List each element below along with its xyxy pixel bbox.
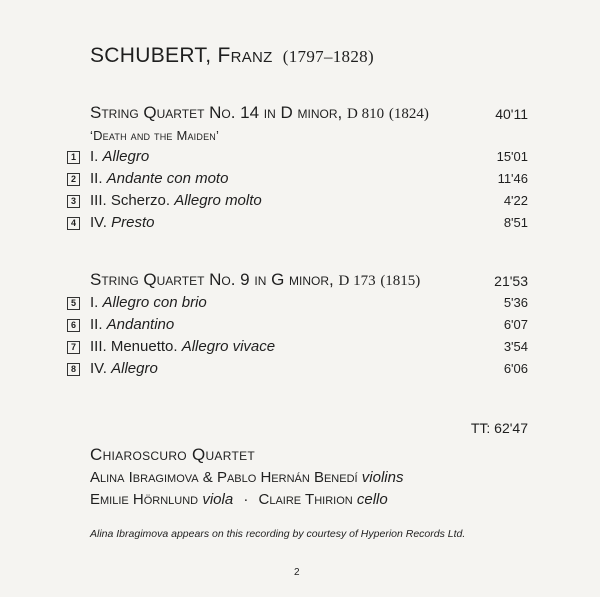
track-duration: 8'51 bbox=[503, 215, 528, 230]
composer-dates: (1797–1828) bbox=[282, 47, 374, 66]
player-names: Alina Ibragimova & Pablo Hernán Benedí bbox=[90, 469, 358, 486]
track-row bbox=[0, 294, 600, 316]
track-label: II. Andante con moto bbox=[90, 170, 229, 187]
track-duration: 11'46 bbox=[497, 171, 528, 186]
work-title-text: String Quartet No. 14 in D minor, bbox=[90, 103, 343, 122]
composer-name: SCHUBERT, Franz bbox=[90, 44, 273, 67]
player-name: Emilie Hörnlund bbox=[90, 491, 199, 508]
track-duration: 15'01 bbox=[496, 149, 528, 164]
track-number-box: 8 bbox=[67, 363, 80, 376]
work-year: (1815) bbox=[380, 273, 421, 289]
track-number-box: 1 bbox=[67, 151, 80, 164]
players-line-1 bbox=[90, 469, 403, 486]
track-number-box: 3 bbox=[67, 195, 80, 208]
track-label: I. Allegro con brio bbox=[90, 294, 207, 311]
work-title bbox=[90, 270, 420, 290]
player-role: viola bbox=[202, 491, 234, 508]
track-duration: 4'22 bbox=[503, 193, 528, 208]
track-number-box: 4 bbox=[67, 217, 80, 230]
player-role: cello bbox=[356, 491, 388, 508]
player-role: violins bbox=[361, 469, 404, 486]
work-duration: 21'53 bbox=[494, 273, 528, 289]
track-label: IV. Presto bbox=[90, 214, 155, 231]
work-catalogue: D 173 bbox=[338, 273, 376, 289]
track-number-box: 5 bbox=[67, 297, 80, 310]
track-label: III. Scherzo. Allegro molto bbox=[90, 192, 262, 209]
total-time: TT: 62'47 bbox=[470, 420, 528, 436]
track-duration: 6'06 bbox=[503, 361, 528, 376]
track-row bbox=[0, 148, 600, 170]
track-label: I. Allegro bbox=[90, 148, 150, 165]
track-duration: 3'54 bbox=[503, 339, 528, 354]
track-number-box: 2 bbox=[67, 173, 80, 186]
track-row bbox=[0, 316, 600, 338]
track-label: II. Andantino bbox=[90, 316, 175, 333]
track-row bbox=[0, 192, 600, 214]
track-number-box: 7 bbox=[67, 341, 80, 354]
page-number: 2 bbox=[294, 567, 300, 578]
track-number-box: 6 bbox=[67, 319, 80, 332]
ensemble-name: Chiaroscuro Quartet bbox=[90, 445, 256, 464]
track-row bbox=[0, 170, 600, 192]
track-row bbox=[0, 338, 600, 360]
track-label: III. Menuetto. Allegro vivace bbox=[90, 338, 276, 355]
separator-dot: · bbox=[243, 491, 249, 508]
work-title-text: String Quartet No. 9 in G minor, bbox=[90, 270, 334, 289]
courtesy-note: Alina Ibragimova appears on this recording by courtesy of Hyperion Records Ltd. bbox=[90, 528, 466, 540]
work-subtitle: ‘Death and the Maiden’ bbox=[90, 128, 220, 143]
work-year: (1824) bbox=[388, 106, 429, 122]
track-duration: 5'36 bbox=[503, 295, 528, 310]
track-duration: 6'07 bbox=[503, 317, 528, 332]
work-title bbox=[90, 103, 429, 123]
track-label: IV. Allegro bbox=[90, 360, 158, 377]
track-row bbox=[0, 360, 600, 382]
composer-heading bbox=[90, 44, 374, 68]
work-duration: 40'11 bbox=[495, 106, 528, 122]
work-catalogue: D 810 bbox=[347, 106, 385, 122]
players-line-2 bbox=[90, 491, 388, 508]
track-row bbox=[0, 214, 600, 236]
player-name: Claire Thirion bbox=[258, 491, 353, 508]
